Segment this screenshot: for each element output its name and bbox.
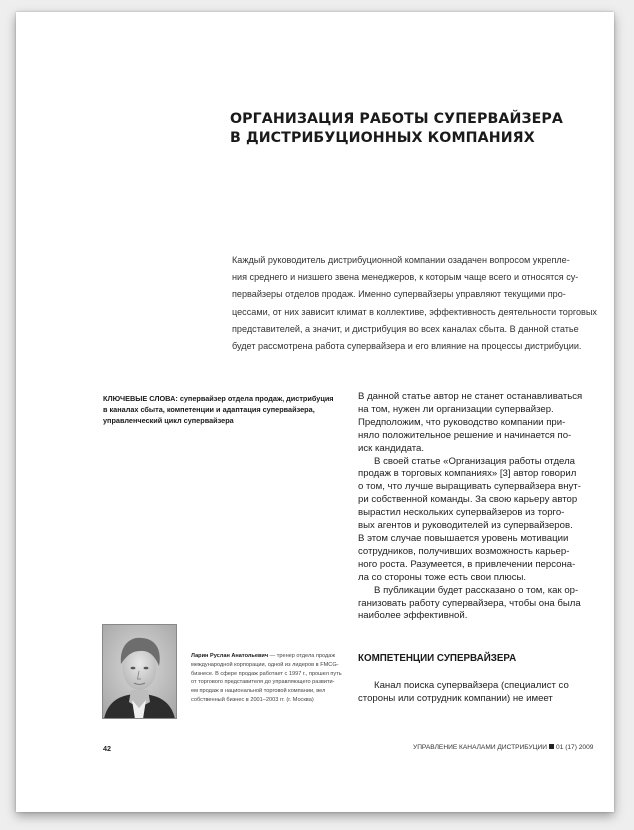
lead-line: представителей, а значит, и дистрибуция во всех каналах сбыта. В данной статье [232, 323, 579, 334]
body-line: на том, нужен ли организации супервайзер. [358, 403, 554, 415]
author-photo [102, 624, 177, 719]
lead-line: первайзеры отделов продаж. Именно супервайзеры управляют текущими про- [232, 289, 566, 300]
bio-line: бизнесе. В сфере продаж работает с 1997 г., прошел путь [191, 670, 342, 677]
keywords-line: КЛЮЧЕВЫЕ СЛОВА: супервайзер отдела продаж, дистрибуция [103, 394, 334, 403]
body-line: Предположим, что руководство компании при- [358, 416, 566, 428]
body-line: В этом случае повышается уровень мотивации [358, 532, 569, 544]
article-lead [232, 252, 597, 355]
body-line: вырастил нескольких супервайзеров из торго- [358, 507, 565, 519]
body-line: В своей статье «Организация работы отдела [374, 455, 576, 467]
keywords-line: в каналах сбыта, компетенции и адаптация супервайзера, [103, 405, 315, 415]
square-bullet-icon [549, 744, 554, 749]
body-line: о том, что лучше выращивать супервайзера внут- [358, 481, 581, 493]
body-line: ри собственной команды. За свою карьеру автор [358, 494, 578, 506]
article-title [230, 110, 570, 148]
section-heading: КОМПЕТЕНЦИИ СУПЕРВАЙЗЕРА [358, 653, 517, 664]
journal-name: УПРАВЛЕНИЕ КАНАЛАМИ ДИСТРИБУЦИИ [413, 744, 548, 751]
running-footer [413, 744, 593, 751]
bio-line: собственный бизнес в 2001–2003 гг. (г. Москва) [191, 696, 314, 703]
bio-first: — тренер отдела продаж [268, 653, 336, 659]
body-line: няло положительное решение и начинается по- [358, 429, 572, 441]
body-line: ла со стороны тоже есть свои плюсы. [358, 571, 527, 583]
article-body [358, 391, 598, 623]
title-line: ОРГАНИЗАЦИЯ РАБОТЫ СУПЕРВАЙЗЕРА [230, 111, 563, 127]
body-line: продаж в торговых компаниях» [3] автор говорил [358, 468, 577, 480]
body-line: В публикации будет рассказано о том, как ор- [374, 584, 579, 596]
issue-number: 01 (17) 2009 [556, 744, 594, 751]
author-bio [191, 652, 347, 705]
keywords-line: управленческий цикл супервайзера [103, 416, 234, 426]
page-number: 42 [103, 744, 111, 753]
lead-line: будет рассмотрена работа супервайзера и его влияние на процессы дистрибуции. [232, 341, 582, 352]
body-line: ного роста. Разумеется, в привлечении персона- [358, 558, 576, 570]
bio-line: от торгового представителя до управляющего развити- [191, 679, 335, 686]
lead-line: Каждый руководитель дистрибуционной компании озадачен вопросом укрепле- [232, 255, 570, 265]
body-line: вых агентов и руководителей из супервайзеров. [358, 520, 573, 532]
title-line: В ДИСТРИБУЦИОННЫХ КОМПАНИЯХ [230, 130, 535, 146]
body-line: ганизовать работу супервайзера, чтобы она была [358, 597, 581, 609]
body-line: В данной статье автор не станет останавливаться [358, 391, 583, 402]
body-line: наиболее эффективной. [358, 610, 468, 622]
section-body [358, 679, 598, 705]
lead-line: ния среднего и низшего звена менеджеров, к которым чаще всего и относятся су- [232, 272, 579, 283]
keywords [103, 393, 345, 427]
magazine-page [16, 12, 614, 812]
author-name: Ларин Руслан Анатольевич [191, 653, 269, 659]
bio-line: международной корпорации, одной из лидеров в FMCG- [191, 661, 339, 668]
bio-line: ем продаж в национальной торговой компании, вел [191, 688, 326, 694]
body-line: Канал поиска супервайзера (специалист со [374, 680, 569, 691]
body-line: стороны или сотрудник компании) не имеет [358, 693, 553, 704]
body-line: сотрудников, получивших возможность карьер- [358, 545, 570, 557]
lead-line: цессами, от них зависит климат в коллективе, эффективность деятельности торговых [232, 306, 597, 317]
body-line: иск кандидата. [358, 442, 425, 454]
bio-line [191, 652, 347, 661]
